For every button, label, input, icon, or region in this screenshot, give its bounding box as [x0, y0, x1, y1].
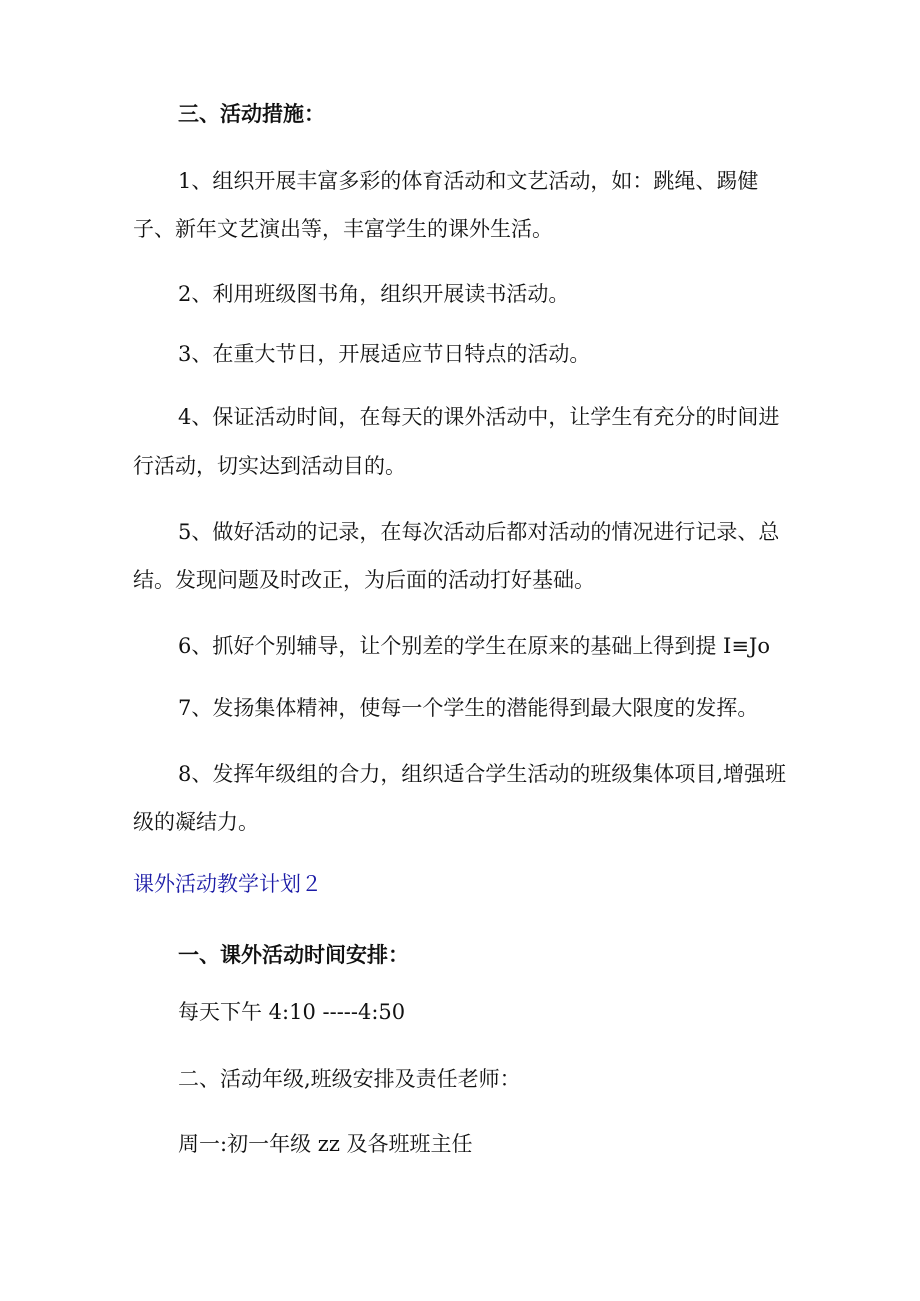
item-6: 6、抓好个别辅导，让个别差的学生在原来的基础上得到提 I≡Jo: [178, 634, 770, 658]
sub1-title: 一、课外活动时间安排：: [178, 943, 409, 967]
item-1-line-1: 1、组织开展丰富多彩的体育活动和文艺活动，如：跳绳、踢健: [178, 169, 759, 193]
item-3: 3、在重大节日，开展适应节日特点的活动。: [178, 342, 591, 366]
item-4-line-1: 4、保证活动时间，在每天的课外活动中，让学生有充分的时间进: [178, 405, 780, 429]
plan2-heading: 课外活动教学计划２: [133, 872, 322, 896]
item-7: 7、发扬集体精神，使每一个学生的潜能得到最大限度的发挥。: [178, 696, 759, 720]
item-1-line-2: 子、新年文艺演出等，丰富学生的课外生活。: [133, 217, 553, 241]
sub2-title: 二、活动年级,班级安排及责任老师：: [178, 1067, 521, 1091]
time-text: 每天下午 4:10 -----4:50: [178, 1000, 406, 1024]
monday-text: 周一:初一年级 zz 及各班班主任: [178, 1132, 473, 1156]
item-8-line-2: 级的凝结力。: [133, 810, 259, 834]
item-5-line-1: 5、做好活动的记录，在每次活动后都对活动的情况进行记录、总: [178, 520, 780, 544]
item-8-line-1: 8、发挥年级组的合力，组织适合学生活动的班级集体项目,增强班: [178, 762, 787, 786]
item-2: 2、利用班级图书角，组织开展读书活动。: [178, 282, 570, 306]
section-title: 三、活动措施：: [178, 102, 325, 126]
item-5-line-2: 结。发现问题及时改正，为后面的活动打好基础。: [133, 568, 595, 592]
item-4-line-2: 行活动，切实达到活动目的。: [133, 454, 406, 478]
